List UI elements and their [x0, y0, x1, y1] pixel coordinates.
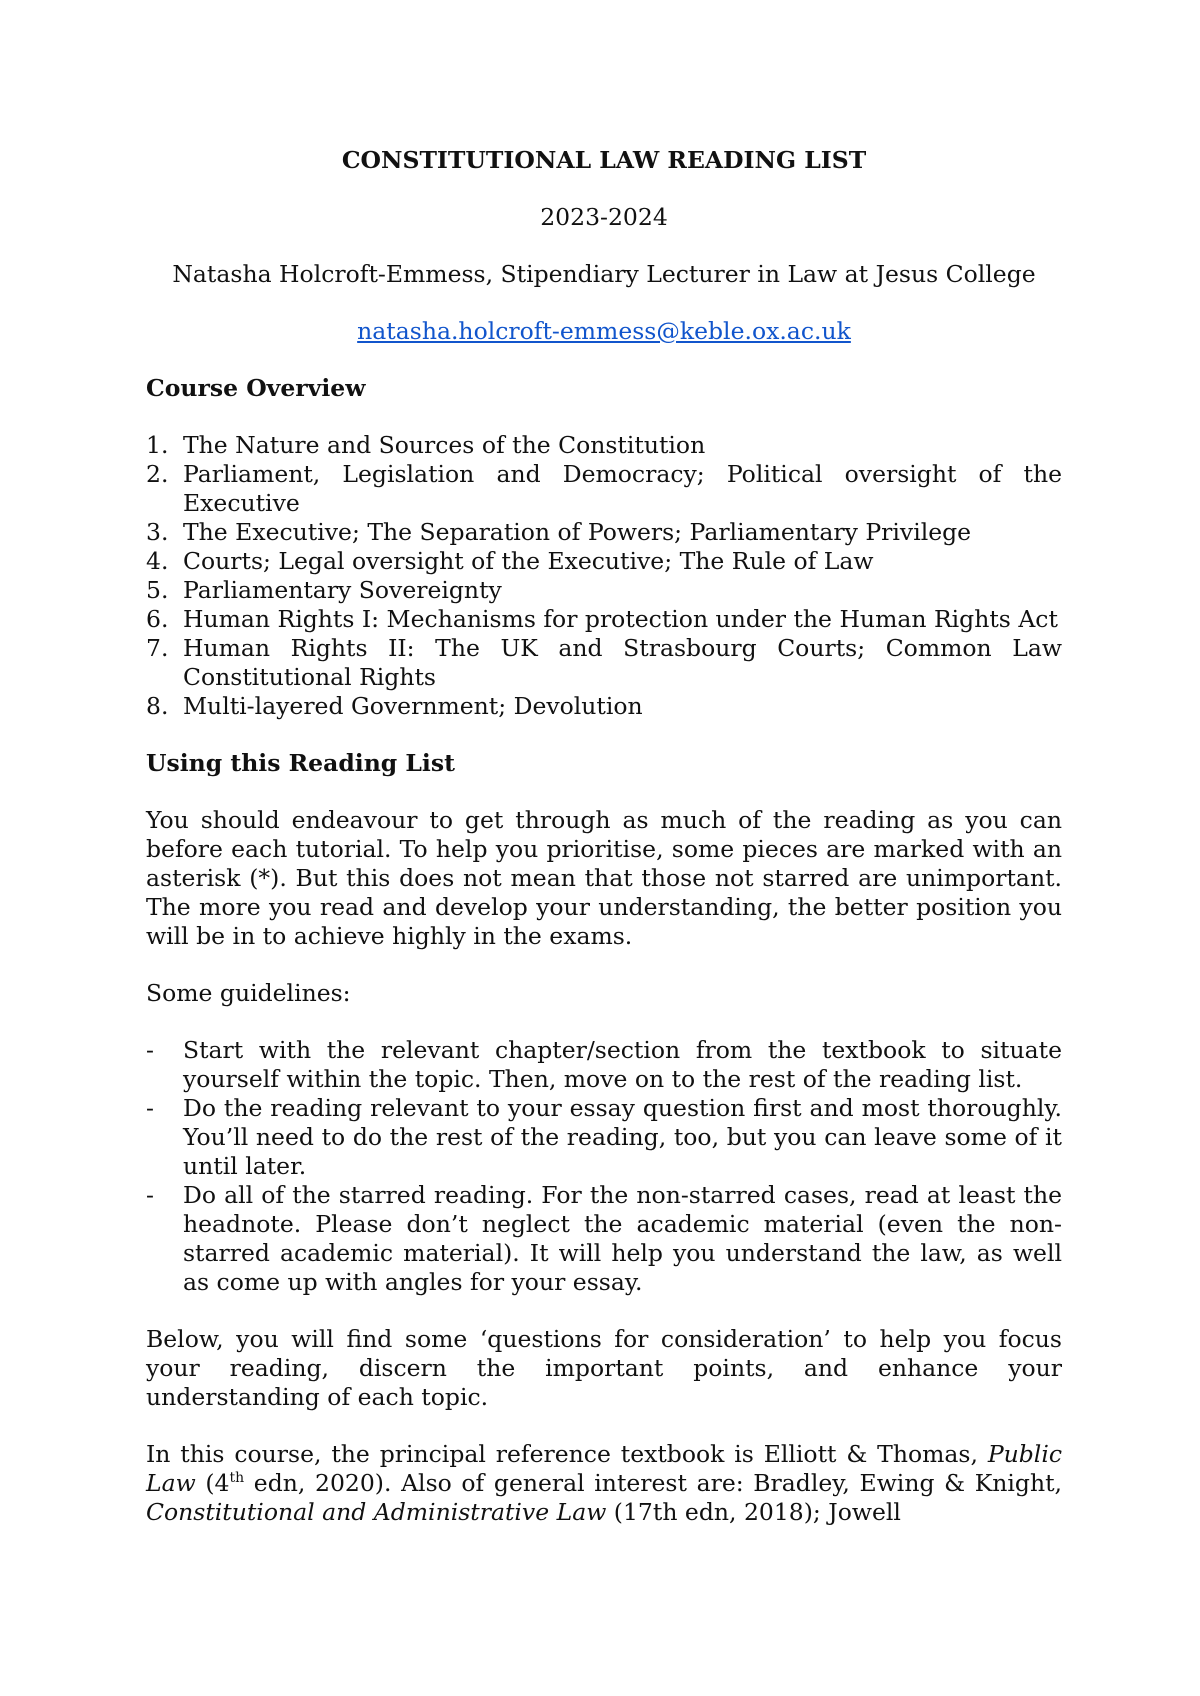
list-item [146, 547, 1062, 576]
list-item [146, 605, 1062, 634]
list-item [146, 576, 1062, 605]
list-item [146, 1094, 1062, 1181]
list-item-text: The Nature and Sources of the Constitution [183, 431, 706, 459]
list-item-text: Courts; Legal oversight of the Executive; The Rule of Law [183, 547, 874, 575]
guideline-text: Start with the relevant chapter/section from the textbook to situate yourself within the topic. Then, move on to the rest of the reading list. [183, 1036, 1062, 1093]
list-item [146, 634, 1062, 692]
textbook-title-public-law: Public Law [146, 1440, 1062, 1497]
dash-bullet: - [146, 1094, 154, 1122]
list-item-text: Multi-layered Government; Devolution [183, 692, 643, 720]
list-item-number: 4. [146, 547, 169, 575]
textbook-paragraph [146, 1440, 1062, 1527]
textbook-text: In this course, the principal reference textbook is Elliott & Thomas, [146, 1440, 988, 1468]
guideline-text: Do all of the starred reading. For the non-starred cases, read at least the headnote. Please don’t neglect the academic material (even the non-starred academic material). It will help you understand the law, as well as come up with angles for your essay. [183, 1181, 1062, 1296]
document-title: CONSTITUTIONAL LAW READING LIST [341, 146, 867, 174]
author-line: Natasha Holcroft-Emmess, Stipendiary Lecturer in Law at Jesus College [172, 260, 1036, 288]
dash-bullet: - [146, 1181, 154, 1209]
guidelines-list [146, 1036, 1062, 1297]
list-item-text: Parliament, Legislation and Democracy; Political oversight of the Executive [183, 460, 1062, 517]
list-item-text: Parliamentary Sovereignty [183, 576, 502, 604]
guidelines-label: Some guidelines: [146, 979, 351, 1007]
guideline-text: Do the reading relevant to your essay question first and most thoroughly. You’ll need to do the rest of the reading, too, but you can leave some of it until later. [183, 1094, 1062, 1180]
email-line [146, 317, 1062, 346]
document-page [146, 0, 1062, 1527]
list-item-number: 1. [146, 431, 169, 459]
course-overview-heading: Course Overview [146, 374, 366, 402]
list-item-text: Human Rights II: The UK and Strasbourg Courts; Common Law Constitutional Rights [183, 634, 1062, 691]
questions-paragraph: Below, you will find some ‘questions for consideration’ to help you focus your reading, discern the important points, and enhance your understanding of each topic. [146, 1325, 1062, 1411]
list-item-number: 3. [146, 518, 169, 546]
textbook-text: (4 [195, 1469, 230, 1497]
list-item [146, 431, 1062, 460]
list-item [146, 1181, 1062, 1297]
list-item-text: Human Rights I: Mechanisms for protection under the Human Rights Act [183, 605, 1058, 633]
textbook-title-constitutional: Constitutional and Administrative Law [146, 1498, 607, 1526]
textbook-text: (17th edn, 2018); Jowell [606, 1498, 901, 1526]
dash-bullet: - [146, 1036, 154, 1064]
list-item [146, 460, 1062, 518]
list-item-number: 8. [146, 692, 169, 720]
using-reading-list-heading: Using this Reading List [146, 749, 455, 777]
list-item [146, 1036, 1062, 1094]
list-item-text: The Executive; The Separation of Powers; Parliamentary Privilege [183, 518, 972, 546]
edition-superscript: th [229, 1470, 245, 1486]
list-item-number: 5. [146, 576, 169, 604]
list-item-number: 2. [146, 460, 169, 488]
list-item-number: 7. [146, 634, 169, 662]
course-overview-list [146, 431, 1062, 721]
list-item [146, 518, 1062, 547]
textbook-text: edn, 2020). Also of general interest are: Bradley, Ewing & Knight, [244, 1469, 1062, 1497]
email-link[interactable]: natasha.holcroft-emmess@keble.ox.ac.uk [357, 317, 851, 345]
list-item-number: 6. [146, 605, 169, 633]
intro-paragraph: You should endeavour to get through as much of the reading as you can before each tutorial. To help you prioritise, some pieces are marked with an asterisk (*). But this does not mean that those not starred are unimportant. The more you read and develop your understanding, the better position you will be in to achieve highly in the exams. [146, 806, 1062, 950]
list-item [146, 692, 1062, 721]
academic-year: 2023-2024 [540, 203, 668, 231]
